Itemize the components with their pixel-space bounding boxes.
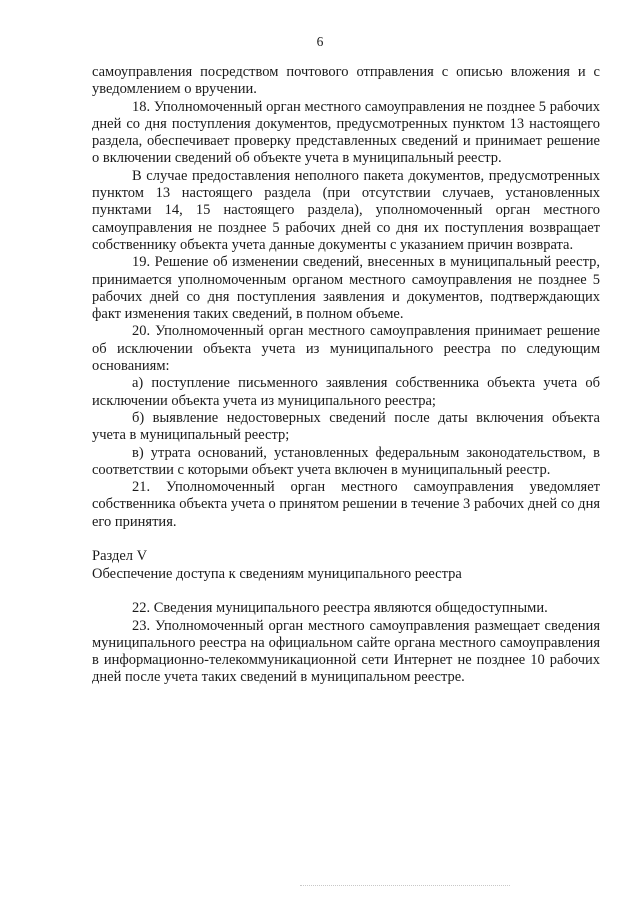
paragraphs-top [92, 64, 600, 531]
paragraph: В случае предоставления неполного пакета документов, предусмотренных пунктом 13 настоящего раздела (при отсутствии случаев, установленных пунктами 14, 15 настоящего раздела), уполномоченный орган местного самоуправления не позднее 5 рабочих дней со дня их поступления возвращает собственнику объекта учета данные документы с указанием причин возврата. [92, 167, 600, 253]
paragraph: 22. Сведения муниципального реестра являются общедоступными. [132, 600, 548, 617]
list-item-a: а) поступление письменного заявления собственника объекта учета об исключении объекта учета из муниципального реестра; [92, 375, 600, 409]
paragraph: 18. Уполномоченный орган местного самоуправления не позднее 5 рабочих дней со дня поступления документов, предусмотренных пунктом 13 настоящего раздела, обеспечивает проверку представленных сведений и принимает решение о включении сведений об объекте учета в муниципальный реестр. [92, 98, 600, 167]
document-body [92, 64, 600, 687]
list-item-b: б) выявление недостоверных сведений после даты включения объекта учета в муниципальный реестр; [92, 409, 600, 444]
paragraph: 19. Решение об изменении сведений, внесенных в муниципальный реестр, принимается уполномоченным органом местного самоуправления не позднее 5 рабочих дней со дня поступления заявления и документов, подтверждающих факт изменения таких сведений, в полном объеме. [92, 254, 600, 323]
page-number: 6 [316, 34, 324, 49]
paragraph: 23. Уполномоченный орган местного самоуправления размещает сведения муниципального реестра на официальном сайте органа местного самоуправления в информационно-телекоммуникационной сети Интернет не позднее 10 рабочих дней после учета таких сведений в муниципальном реестре. [92, 617, 600, 686]
paragraphs-bottom [92, 600, 600, 686]
paragraph: 21. Уполномоченный орган местного самоуправления уведомляет собственника объекта учета о принятом решении в течение 3 рабочих дней со дня его принятия. [92, 479, 600, 530]
list-item-v: в) утрата оснований, установленных федеральным законодательством, в соответствии с которыми объект учета включен в муниципальный реестр. [92, 444, 600, 478]
paragraph: 20. Уполномоченный орган местного самоуправления принимает решение об исключении объекта учета из муниципального реестра по следующим основаниям: [92, 323, 600, 375]
scan-artifact [300, 885, 510, 892]
paragraph: самоуправления посредством почтового отправления с описью вложения и с уведомлением о вручении. [92, 64, 600, 98]
section-label: Раздел V [92, 548, 148, 565]
section-title: Обеспечение доступа к сведениям муниципального реестра [92, 565, 462, 582]
